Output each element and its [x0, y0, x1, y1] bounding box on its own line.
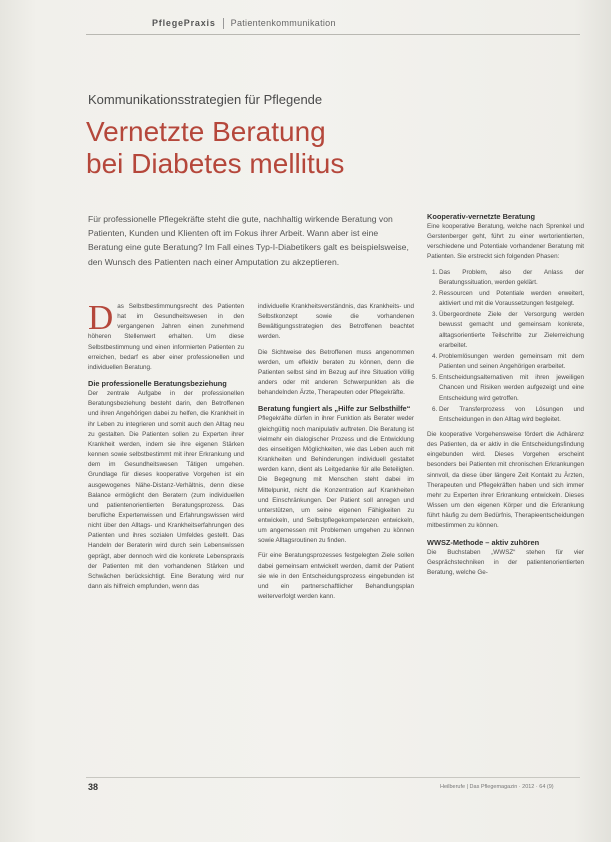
paragraph: Die kooperative Vorgehensweise fördert die Adhärenz des Patienten, da er aktiv in die Entscheidungsfindung eingebunden wird. Dieses Vorgehen erscheint besonders bei Patienten mit chronischen Erkrankungen sinnvoll, da diese über längere Zeit Kontakt zu Ärzten, Therapeuten und Pflegekräften haben und sich immer mehr zu Experten ihrer Erkrankung entwickeln. Dieses Wissen um den eigenen Körper und die Erkrankung führt häufig zu dem Bedürfnis, Therapieentscheidungen mitbestimmen zu können.: [427, 430, 584, 530]
paragraph: Für eine Beratungsprozesses festgelegten Ziele sollen dabei gemeinsam entwickelt werden, damit der Patient sie wie in den Entscheidungsprozess eingebunden ist und ein partnerschaftlicher Behandlungsplan weiterverfolgt werden kann.: [258, 552, 414, 601]
header-rule: [86, 34, 580, 35]
paragraph: Die Buchstaben „WWSZ“ stehen für vier Gesprächstechniken in der patientenorientierten Beratung, welche Ge-: [427, 548, 584, 576]
masthead-brand: PflegePraxis: [152, 18, 216, 28]
masthead: [152, 14, 336, 32]
section-heading: WWSZ-Methode – aktiv zuhören: [427, 537, 540, 547]
column-2: [258, 302, 414, 607]
section-heading: Beratung fungiert als „Hilfe zur Selbsthilfe“: [258, 404, 411, 414]
list-item: 4. Problemlösungen werden gemeinsam mit dem Patienten und seinen Angehörigen erarbeitet.: [439, 352, 584, 372]
list-item: 5. Entscheidungsalternativen mit ihren jeweiligen Chancen und Risiken werden aufgezeigt und eine Entscheidung wird getroffen.: [439, 373, 584, 403]
section-heading: Kooperativ-vernetzte Beratung: [427, 212, 536, 221]
paragraph: Das Selbstbestimmungsrecht des Patienten hat im Gesundheitswesen in den vergangenen Jahren einen zunehmend höheren Stellenwert erhalten. Um diese Selbstbestimmung und einen informierten Patienten zu erreichen, bedarf es aber einer professionellen und individuellen Beratung.: [88, 298, 244, 371]
section-heading: Die professionelle Beratungsbeziehung: [88, 379, 227, 389]
phase-list: [427, 268, 584, 425]
publication-info: Heilberufe | Das Pflegemagazin · 2012 · 64 (9): [440, 784, 554, 790]
drop-cap: D: [88, 298, 114, 337]
title-line-2: bei Diabetes mellitus: [86, 148, 345, 179]
column-1: [88, 298, 244, 597]
page-number: 38: [88, 782, 99, 792]
article-intro: Für professionelle Pflegekräfte steht die gute, nachhaltig wirkende Beratung von Patienten, Kunden und Klienten oft im Fokus ihrer Arbeit. Wann aber ist eine Beratung eine gute Beratung? Im Fall eines Typ-I-Diabetikers galt es beispielsweise, den Wunsch des Patienten nach einer Amputation zu akzeptieren.: [88, 214, 409, 267]
masthead-divider: [223, 18, 224, 29]
list-item: 6. Der Transferprozess von Lösungen und Entscheidungen in den Alltag wird begleitet.: [439, 405, 584, 425]
list-item: 1. Das Problem, also der Anlass der Beratungssituation, werden geklärt.: [439, 268, 584, 288]
masthead-section: Patientenkommunikation: [230, 18, 336, 28]
paragraph: Der zentrale Aufgabe in der professionellen Beratungsbeziehung besteht darin, den Betroffenen und ihren Angehörigen dabei zu helfen, die Krankheit in ihr Leben zu integrieren und somit auch den Alltag neu zu gestalten. Die Patienten sollen zu Experten ihrer Krankheit werden, indem sie ihre eigenen Stärken kennen sowie selbstbestimmt mit ihrer Erkrankung und dem im Gesundheitswesen Tätigen umgehen. Grundlage für dieses kooperative Vorgehen ist ein ausgewogenes Nähe-Distanz-Verhältnis, denn diese Balance ermöglicht den Beratern (zum individuellen und patientenorientierten Beratungsprozess. Das berufliche Expertenwissen und Erfahrungswissen wird nicht über den Alltags- und Krankheitserfahrungen des Patienten und ihres sozialen Umfeldes gestellt. Das Handeln der Beraterin wird durch sein Lebenswissen geprägt, aber dennoch wird die konkrete Lebenspraxis der Patienten mit den vorhandenen Stärken und Schwächen berücksichtigt. Eine Beratung wird nur dann als hilfreich empfunden, wenn das: [88, 390, 244, 591]
paragraph: Eine kooperative Beratung, welche nach Sprenkel und Gerstenberger geht, führt zu einer wertorientierten, verschiedene und Potentiale vorhandener Beratung mit Patienten. Sie erstreckt sich folgenden Phasen:: [427, 223, 584, 261]
paragraph: Die Sichtweise des Betroffenen muss angenommen werden, um effektiv beraten zu können, denn die Patienten selbst sind im Bezug auf ihre Situation völlig anders oder mit anderen Schwerpunkten als die behandelnden Ärzte, Therapeuten oder Pflegekräfte.: [258, 348, 414, 397]
list-item: 2. Ressourcen und Potentiale werden erweitert, aktiviert und mit die Voraussetzungen festgelegt.: [439, 289, 584, 309]
footer-rule: [86, 777, 580, 778]
column-3: [427, 212, 584, 583]
article-kicker: Kommunikationsstrategien für Pflegende: [88, 92, 323, 107]
list-item: 3. Übergeordnete Ziele der Versorgung werden bewusst gemacht und gemeinsam konkrete, alltagsorientierte Teilschritte zur Zielerreichung erarbeitet.: [439, 310, 584, 351]
paragraph: individuelle Krankheitsverständnis, das Krankheits- und Selbstkonzept sowie die vorhandenen Bewältigungsstrategien des Betroffenen beachtet werden.: [258, 303, 414, 341]
article-title: [86, 116, 526, 180]
paragraph: Pflegekräfte dürfen in ihrer Funktion als Berater weder gleichgültig noch manipulativ auftreten. Die Beratung ist vielmehr ein dialogischer Prozess und die Entwicklung des einseitigen Möglichkeiten, wie das Leben auch mit Krankheiten und Behinderungen individuell gestaltet werden kann, dient als Leitgedanke für alle Beteiligten. Die Begegnung mit Menschen steht dabei im Mittelpunkt, nicht die Konzentration auf Krankheiten und Einschränkungen. Der Patient soll anregen und unterstützen, um seine eigenen Fähigkeiten zu entwickeln, und Selbstpflegekompetenzen entwickeln, um angemessen mit Problemen umgehen zu können sowie Alltagsroutinen zu finden.: [258, 415, 414, 545]
title-line-1: Vernetzte Beratung: [86, 116, 326, 147]
